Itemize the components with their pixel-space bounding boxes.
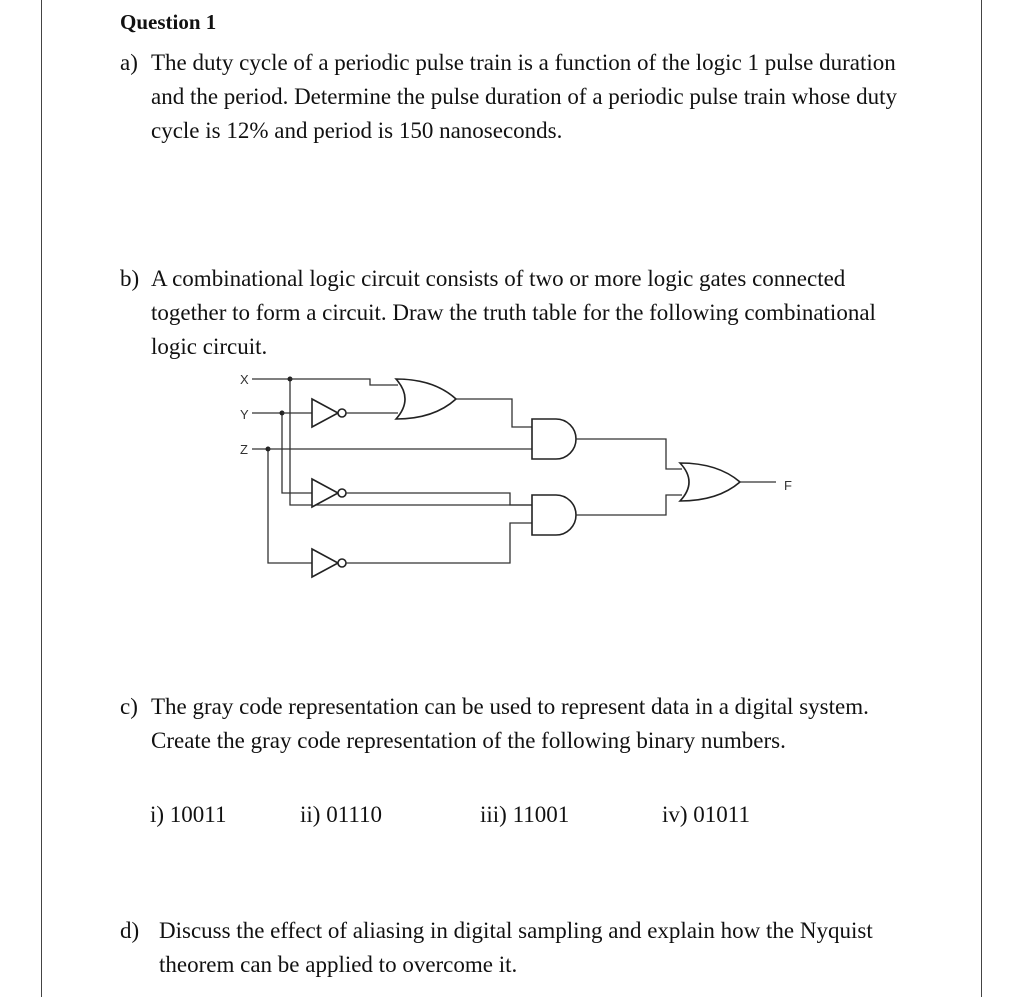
input-y-label: Y [240,407,249,422]
logic-circuit-diagram [220,365,820,585]
and-gate-1 [532,419,576,459]
part-b-label: b) [120,266,140,291]
or-gate-1 [396,379,456,419]
part-a-text: The duty cycle of a periodic pulse train is a function of the logic 1 pulse duration and the period. Determine the pulse duration of a periodic pulse train whose duty cycle is 12% and period is 150 nanoseconds. [151,50,898,143]
not-gate-3-bubble [338,559,346,567]
and-gate-2 [532,495,576,535]
part-b-text: A combinational logic circuit consists of two or more logic gates connected together to form a circuit. Draw the truth table for the following combinational logic circuit. [151,266,876,359]
not-gate-1-bubble [338,409,346,417]
output-f-label: F [784,478,792,493]
not-gate-2-bubble [338,489,346,497]
part-c-text: The gray code representation can be used to represent data in a digital system. Create the gray code representation of the following binary numbers. [151,694,869,753]
wire-x-to-or [290,379,398,385]
gray-item-4: iv) 01011 [662,802,750,827]
gray-item-2: ii) 01110 [300,802,382,827]
page-border-right [981,0,982,997]
question-title: Question 1 [120,10,217,34]
wire-not3-to-and2 [346,523,532,563]
wire-and2-to-or2 [576,495,682,515]
input-z-label: Z [240,442,248,457]
not-gate-2 [312,479,338,507]
not-gate-3 [312,549,338,577]
not-gate-1 [312,399,338,427]
gray-item-3: iii) 11001 [480,802,570,827]
part-d-label: d) [120,918,140,943]
part-a-label: a) [120,50,138,75]
wire-y [252,413,312,493]
wire-and1-to-or2 [576,439,682,469]
gray-item-1: i) 10011 [150,802,227,827]
page-border-left [41,0,42,997]
part-c-label: c) [120,694,138,719]
input-x-label: X [240,372,249,387]
part-d-text: Discuss the effect of aliasing in digital sampling and explain how the Nyquist theorem can be applied to overcome it. [159,918,873,977]
wire-not2-to-and2 [346,493,532,505]
or-gate-2 [680,463,740,501]
wire-or-to-and1 [456,399,532,427]
